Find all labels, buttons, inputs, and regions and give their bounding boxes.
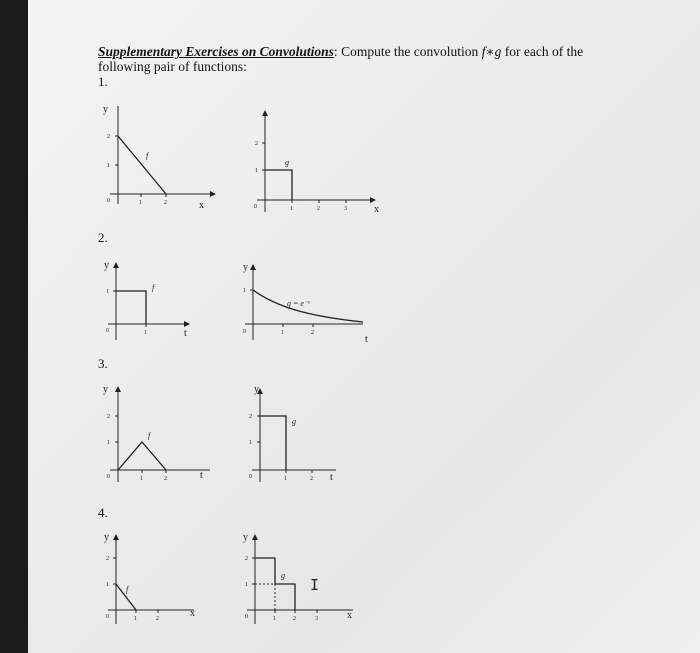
svg-text:y: y <box>104 532 109 543</box>
svg-text:1: 1 <box>106 289 109 295</box>
svg-text:t: t <box>330 472 333 483</box>
svg-text:g: g <box>292 417 296 426</box>
instruction-text: Compute the convolution <box>337 44 482 59</box>
problem-1-f-graph <box>98 98 218 211</box>
svg-text:0: 0 <box>106 614 109 620</box>
svg-text:1: 1 <box>284 476 287 482</box>
svg-text:2: 2 <box>156 616 159 622</box>
svg-text:2: 2 <box>245 556 248 562</box>
svg-text:1: 1 <box>144 330 147 336</box>
f-triangle <box>118 442 166 470</box>
svg-text:2: 2 <box>107 414 110 420</box>
problem-4-g-graph <box>235 526 365 626</box>
svg-text:1: 1 <box>107 163 110 169</box>
svg-text:1: 1 <box>255 168 258 174</box>
problem-number-3: 3. <box>98 356 108 371</box>
svg-text:1: 1 <box>281 330 284 336</box>
problem-1-g-graph <box>245 108 385 213</box>
problem-number-4: 4. <box>98 505 108 520</box>
svg-text:1: 1 <box>134 616 137 622</box>
problem-number-2: 2. <box>98 230 108 245</box>
problem-4-f-graph <box>98 526 208 626</box>
svg-text:t: t <box>365 334 368 345</box>
svg-text:0: 0 <box>249 474 252 480</box>
svg-text:1: 1 <box>249 440 252 446</box>
svg-text:0: 0 <box>107 474 110 480</box>
svg-text:2: 2 <box>106 556 109 562</box>
svg-text:2: 2 <box>311 330 314 336</box>
svg-text:1: 1 <box>106 582 109 588</box>
svg-text:2: 2 <box>317 206 320 212</box>
svg-text:2: 2 <box>107 134 110 140</box>
problem-number-1: 1. <box>98 74 108 89</box>
svg-text:1: 1 <box>243 288 246 294</box>
text-cursor-icon: I <box>310 576 320 594</box>
svg-text:g: g <box>281 571 285 580</box>
svg-text:0: 0 <box>106 328 109 334</box>
problem-3-f-graph <box>98 378 218 488</box>
svg-text:g = e⁻ᵗ: g = e⁻ᵗ <box>287 299 310 308</box>
svg-text:0: 0 <box>243 329 246 335</box>
svg-text:f: f <box>152 283 155 292</box>
svg-text:0: 0 <box>107 198 110 204</box>
svg-text:f: f <box>126 585 129 594</box>
g-rect <box>265 170 292 200</box>
problem-2-f-graph <box>98 254 198 344</box>
f-rect <box>116 291 146 324</box>
svg-text:f: f <box>148 431 151 440</box>
svg-text:g: g <box>285 158 289 167</box>
exercise-heading: Supplementary Exercises on Convolutions: Compute the convolution f∗g for each of the following pair of functions: <box>98 44 584 74</box>
problem-2-g-graph <box>235 256 375 346</box>
svg-text:y: y <box>243 262 248 273</box>
svg-text:1: 1 <box>107 440 110 446</box>
g-rect <box>260 416 286 470</box>
svg-text:2: 2 <box>164 200 167 206</box>
svg-text:x: x <box>374 204 379 215</box>
svg-text:1: 1 <box>245 582 248 588</box>
svg-text:2: 2 <box>255 141 258 147</box>
svg-text:2: 2 <box>249 414 252 420</box>
svg-text:3: 3 <box>315 616 318 622</box>
svg-text:x: x <box>199 200 204 211</box>
convolution-operator: f∗g <box>481 44 502 59</box>
svg-text:1: 1 <box>139 200 142 206</box>
svg-text:y: y <box>103 384 108 395</box>
svg-text:3: 3 <box>344 206 347 212</box>
svg-text:2: 2 <box>293 616 296 622</box>
svg-text:f: f <box>146 151 149 160</box>
svg-text:t: t <box>184 328 187 339</box>
svg-text:0: 0 <box>245 614 248 620</box>
instruction-line-2: following pair of functions: <box>98 59 247 74</box>
svg-text:y: y <box>243 532 248 543</box>
problem-3-g-graph <box>240 378 350 488</box>
svg-text:x: x <box>347 610 352 621</box>
exercise-title: Supplementary Exercises on Convolutions <box>98 44 334 59</box>
svg-text:t: t <box>200 470 203 481</box>
svg-text:y: y <box>103 104 108 115</box>
svg-text:y: y <box>254 384 259 395</box>
svg-text:2: 2 <box>164 476 167 482</box>
svg-text:0: 0 <box>254 204 257 210</box>
svg-text:1: 1 <box>290 206 293 212</box>
svg-text:x: x <box>190 608 195 619</box>
svg-text:2: 2 <box>310 476 313 482</box>
svg-text:1: 1 <box>273 616 276 622</box>
svg-text:y: y <box>104 260 109 271</box>
svg-text:1: 1 <box>140 476 143 482</box>
f-line <box>118 136 166 194</box>
